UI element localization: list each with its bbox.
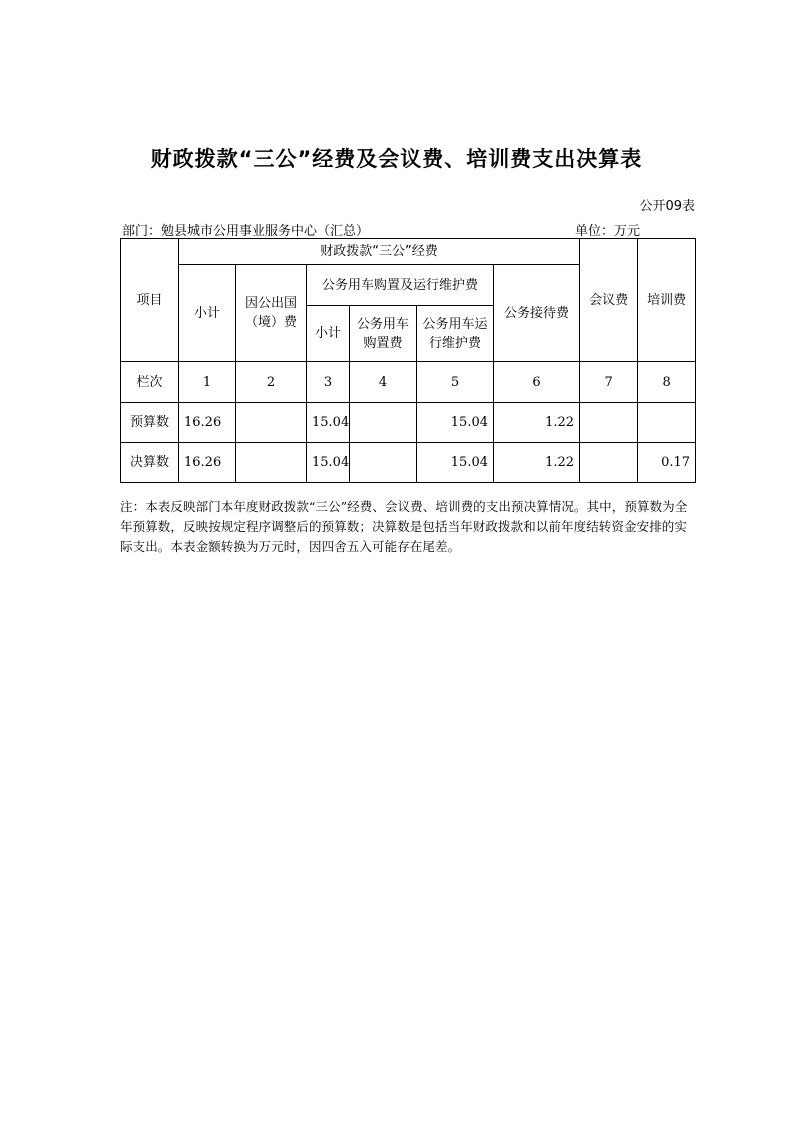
- column-number: 7: [580, 362, 638, 403]
- header-abroad: 因公出国（境）费: [236, 265, 307, 362]
- footnote: 注：本表反映部门本年度财政拨款“三公”经费、会议费、培训费的支出预决算情况。其中，预算数为全年预算数，反映按规定程序调整后的预算数；决算数是包括当年财政拨款和以前年度结转资金安排的实际支出。本表金额转换为万元时，因四舍五入可能存在尾差。: [120, 499, 688, 554]
- cell-value: [236, 443, 307, 483]
- header-item: 项目: [121, 239, 179, 362]
- header-vehicle-purchase: 公务用车购置费: [350, 306, 417, 362]
- row-label: 预算数: [121, 403, 179, 443]
- header-training: 培训费: [638, 239, 696, 362]
- cell-value: 16.26: [179, 403, 236, 443]
- header-vehicle-subtotal: 小计: [307, 306, 350, 362]
- column-number: 2: [236, 362, 307, 403]
- header-meeting: 会议费: [580, 239, 638, 362]
- page-title: 财政拨款“三公”经费及会议费、培训费支出决算表: [150, 147, 643, 171]
- cell-value: 15.04: [417, 443, 494, 483]
- cell-value: 15.04: [417, 403, 494, 443]
- header-vehicle-operation: 公务用车运行维护费: [417, 306, 494, 362]
- column-number: 3: [307, 362, 350, 403]
- cell-value: 16.26: [179, 443, 236, 483]
- column-number: 8: [638, 362, 696, 403]
- column-number: 6: [494, 362, 580, 403]
- header-reception: 公务接待费: [494, 265, 580, 362]
- unit-label: 单位：万元: [575, 224, 641, 239]
- cell-value: 15.04: [307, 443, 350, 483]
- table-row-final: [121, 443, 696, 483]
- cell-value: [580, 403, 638, 443]
- header-sangong-group: 财政拨款“三公”经费: [179, 239, 580, 265]
- department-label: 部门：勉县城市公用事业服务中心（汇总）: [122, 224, 370, 239]
- column-number: 5: [417, 362, 494, 403]
- row-label: 决算数: [121, 443, 179, 483]
- header-vehicle-group: 公务用车购置及运行维护费: [307, 265, 494, 306]
- cell-value: [580, 443, 638, 483]
- column-number: 1: [179, 362, 236, 403]
- cell-value: 0.17: [638, 443, 696, 483]
- expenditure-table: [120, 238, 696, 483]
- cell-value: 1.22: [494, 403, 580, 443]
- form-number: 公开09表: [639, 199, 695, 214]
- cell-value: [350, 403, 417, 443]
- cell-value: [236, 403, 307, 443]
- header-subtotal: 小计: [179, 265, 236, 362]
- column-number: 4: [350, 362, 417, 403]
- column-row-label: 栏次: [121, 362, 179, 403]
- cell-value: 1.22: [494, 443, 580, 483]
- cell-value: [638, 403, 696, 443]
- cell-value: [350, 443, 417, 483]
- table-row-budget: [121, 403, 696, 443]
- cell-value: 15.04: [307, 403, 350, 443]
